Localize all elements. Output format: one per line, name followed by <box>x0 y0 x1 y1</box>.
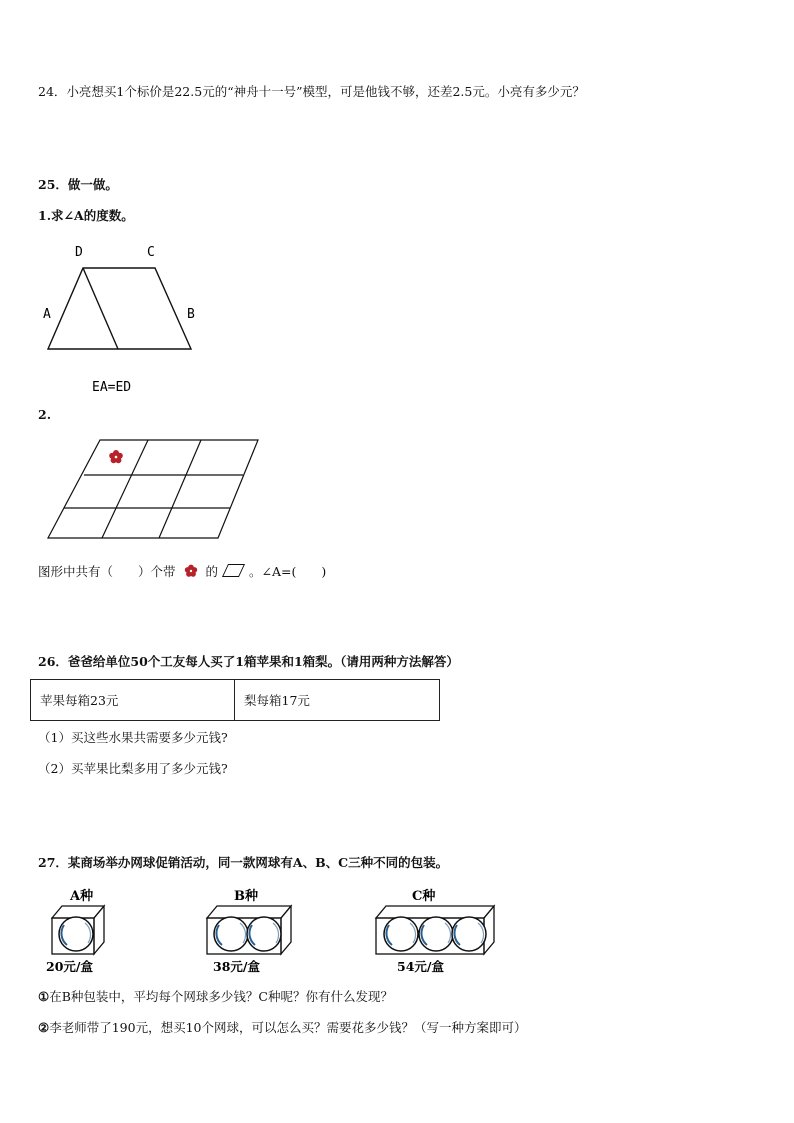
box-a-price: 20元/盒 <box>46 959 93 974</box>
parallelogram-icon <box>222 564 245 577</box>
question-27-sub2-text: 李老师带了190元，想买10个网球，可以怎么买？需要花多少钱？（写一种方案即可） <box>49 1020 527 1035</box>
trapezoid-inner-line <box>83 268 118 349</box>
box-b <box>207 888 291 974</box>
box-b-name: B种 <box>234 889 258 904</box>
given-condition: EA=ED <box>92 380 132 395</box>
apple-price-cell: 苹果每箱23元 <box>31 680 235 721</box>
box-b-price: 38元/盒 <box>213 959 260 974</box>
question-27-sub1-text: 在B种包装中，平均每个网球多少钱？C种呢？你有什么发现？ <box>49 989 393 1004</box>
question-26-title: 26．爸爸给单位50个工友每人买了1箱苹果和1箱梨。（请用两种方法解答） <box>38 654 459 669</box>
label-b: B <box>187 307 195 322</box>
question-25-part1: 1.求∠A的度数。 <box>38 208 134 223</box>
question-27-sub1 <box>38 991 393 1004</box>
question-26-sub1: （1）买这些水果共需要多少元钱? <box>38 730 228 745</box>
question-27-title: 27．某商场举办网球促销活动，同一款网球有A、B、C三种不同的包装。 <box>38 855 449 870</box>
question-24: 24．小亮想买1个标价是22.5元的“神舟十一号”模型，可是他钱不够，还差2.5元。小亮有多少元？ <box>38 84 585 99</box>
fill-text-c: 。∠A=( ) <box>248 564 327 579</box>
pear-price-cell: 梨每箱17元 <box>235 680 440 721</box>
grid-vline-1 <box>102 440 148 538</box>
fill-text-a: 图形中共有（ ）个带 <box>38 564 176 579</box>
box-c-price: 54元/盒 <box>397 959 444 974</box>
fill-text-b: 的 <box>205 564 218 579</box>
label-a: A <box>43 307 51 322</box>
box-c-name: C种 <box>412 889 436 904</box>
question-26-sub2: （2）买苹果比梨多用了多少元钱? <box>38 761 228 776</box>
circled-one-marker: ① <box>38 989 50 1004</box>
grid-vline-2 <box>159 440 201 538</box>
box-a-name: A种 <box>70 889 94 904</box>
label-c: C <box>147 245 155 260</box>
question-25-fill <box>38 564 326 579</box>
box-a <box>46 888 104 974</box>
label-d: D <box>75 245 83 260</box>
trapezoid-outline <box>48 268 191 349</box>
box-c <box>376 888 494 974</box>
price-table <box>30 679 440 721</box>
question-25-part2: 2. <box>38 407 52 422</box>
flower-icon <box>109 450 123 463</box>
circled-two-marker: ② <box>38 1020 50 1035</box>
question-25-title: 25．做一做。 <box>38 177 118 192</box>
flower-icon <box>183 564 199 578</box>
question-27-sub2 <box>38 1022 527 1035</box>
grid-outline <box>48 440 258 538</box>
